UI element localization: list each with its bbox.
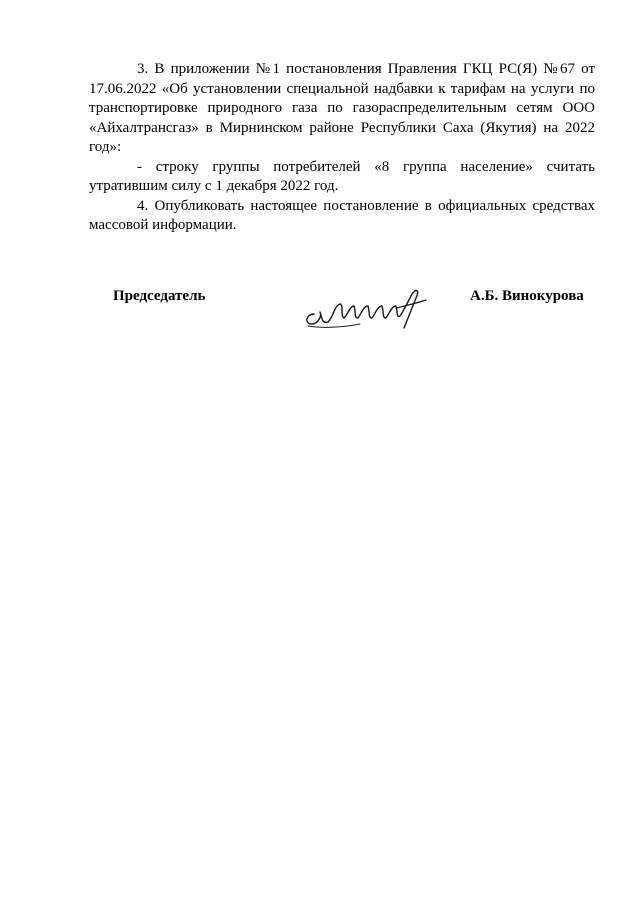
handwritten-signature-image xyxy=(300,284,430,332)
paragraph-item-3: 3. В приложении №1 постановления Правления ГКЦ РС(Я) №67 от 17.06.2022 «Об установлении специальной надбавки к тарифам на услуги по транспортировке природного газа по газораспределительным сетям ООО «Айхалтрансгаз» в Мирнинском районе Республики Саха (Якутия) на 2022 год»: xyxy=(89,61,595,155)
signatory-name: А.Б. Винокурова xyxy=(470,288,584,304)
paragraph-subitem: - строку группы потребителей «8 группа население» считать утратившим силу с 1 декабря 2022 год. xyxy=(89,158,595,194)
paragraph-item-4: 4. Опубликовать настоящее постановление в официальных средствах массовой информации. xyxy=(89,197,595,233)
signature-block xyxy=(0,288,640,348)
document-body xyxy=(89,60,595,236)
signatory-role: Председатель xyxy=(113,288,206,304)
